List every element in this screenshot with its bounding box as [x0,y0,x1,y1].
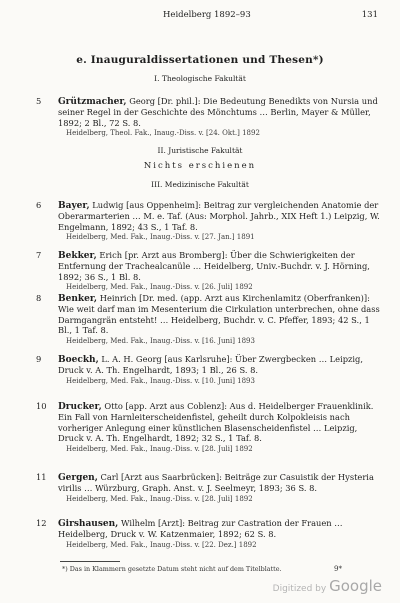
entry [36,293,382,346]
entry-number: 5 [36,96,42,106]
entry-author: Girshausen, [58,519,119,529]
faculty-heading-law: II. Juristische Fakultät [157,146,243,155]
entry-number: 6 [36,200,42,210]
page-number: 131 [361,10,378,20]
entry-number: 7 [36,250,42,260]
entry-number: 11 [36,472,47,482]
signature-mark: 9* [334,565,342,573]
entry-text: Wilhelm [Arzt]: Beitrag zur Castration der Frauen … Heidelberg, Druck v. W. Katzenmaier, 1892; 62 S. 8. [58,518,343,540]
entry [36,96,382,139]
entry-text: L. A. H. Georg [aus Karlsruhe]: Über Zwergbecken … Leipzig, Druck v. A. Th. Engelhardt, 1893; 1 Bl., 26 S. 8. [58,354,364,376]
faculty-law-note: Nichts erschienen [143,161,257,171]
footnote: *) Das in Klammern gesetzte Datum steht nicht auf dem Titelblatte. [62,565,282,573]
entry-text: Ludwig [aus Oppenheim]: Beitrag zur vergleichenden Anatomie der Oberarmarterien … M. e. Taf. (Aus: Morphol. Jahrb., XIX Heft 1.) Leipzig, W. Engelmann, 1892; 43 S., 1 Taf. 8. [58,200,380,232]
footnote-rule [60,561,120,562]
entry [36,401,382,454]
entry-text: Carl [Arzt aus Saarbrücken]: Beiträge zur Casuistik der Hysteria virilis … Würzburg, Graph. Anst. v. J. Seelmeyr, 1893; 36 S. 8. [58,472,374,494]
digitization-watermark [273,577,382,595]
entry-note: Heidelberg, Med. Fak., Inaug.-Diss. v. [27. Jan.] 1891 [66,233,255,242]
watermark-brand: Google [329,577,382,595]
entry-text: Erich [pr. Arzt aus Bromberg]: Über die Schwierigkeiten der Entfernung der Trachealcanüle … Heidelberg, Univ.-Buchdr. v. J. Hörning, 1892; 36 S., 1 Bl. 8. [58,250,370,282]
entry-author: Boeckh, [58,355,99,365]
entry [36,250,382,293]
entry-note: Heidelberg, Med. Fak., Inaug.-Diss. v. [28. Juli] 1892 [66,494,253,503]
entry-number: 10 [36,401,47,411]
entry-number: 12 [36,518,47,528]
entry-text: Otto [app. Arzt aus Coblenz]: Aus d. Heidelberger Frauenklinik. Ein Fall von Harnleiterscheidenfistel, geheilt durch Kolpokleisis nach vorheriger Anlegung einer künstlichen Blasenscheidenfistel … Leipzig, Druck v. A. Th. Engelhardt, 1892; 32 S., 1 Taf. 8. [58,401,374,444]
entry [36,472,382,504]
entry-number: 8 [36,293,42,303]
entry-author: Bekker, [58,251,97,261]
faculty-heading-theology: I. Theologische Fakultät [154,74,246,83]
entry-author: Gergen, [58,473,98,483]
entry-note: Heidelberg, Med. Fak., Inaug.-Diss. v. [16. Juni] 1893 [66,336,255,345]
entry-author: Grützmacher, [58,97,127,107]
entry-note: Heidelberg, Med. Fak., Inaug.-Diss. v. [28. Juli] 1892 [66,444,253,453]
entry-note: Heidelberg, Med. Fak., Inaug.-Diss. v. [10. Juni] 1893 [66,376,255,385]
entry-text: Georg [Dr. phil.]: Die Bedeutung Benedikts von Nursia und seiner Regel in der Geschichte des Mönchtums … Berlin, Mayer & Müller, 1892; 2 Bl., 72 S. 8. [58,96,378,128]
section-title: e. Inauguraldissertationen und Thesen*) [76,54,324,66]
running-head [0,10,400,24]
entry [36,200,382,243]
entry [36,354,382,386]
entry-note: Heidelberg, Theol. Fak., Inaug.-Diss. v. [24. Okt.] 1892 [66,129,260,138]
entry [36,518,382,550]
faculty-heading-medicine: III. Medizinische Fakultät [151,180,249,189]
entry-note: Heidelberg, Med. Fak., Inaug.-Diss. v. [22. Dez.] 1892 [66,540,257,549]
entry-number: 9 [36,354,42,364]
entry-text: Heinrich [Dr. med. (app. Arzt aus Kirchenlamitz (Oberfranken)]: Wie weit darf man im Mesenterium die Cirkulation unterbrechen, ohne dass Darmgangrän entsteht! … Heidelberg, Buchdr. v. C. Pfeffer, 1893; 42 S., 1 Bl., 1 Taf. 8. [58,293,380,336]
entry-author: Benker, [58,294,98,304]
entry-author: Drucker, [58,402,102,412]
entry-author: Bayer, [58,201,90,211]
entry-note: Heidelberg, Med. Fak., Inaug.-Diss. v. [26. Juli] 1892 [66,283,253,292]
running-head-title: Heidelberg 1892–93 [163,10,251,20]
watermark-prefix: Digitized by [272,584,327,594]
